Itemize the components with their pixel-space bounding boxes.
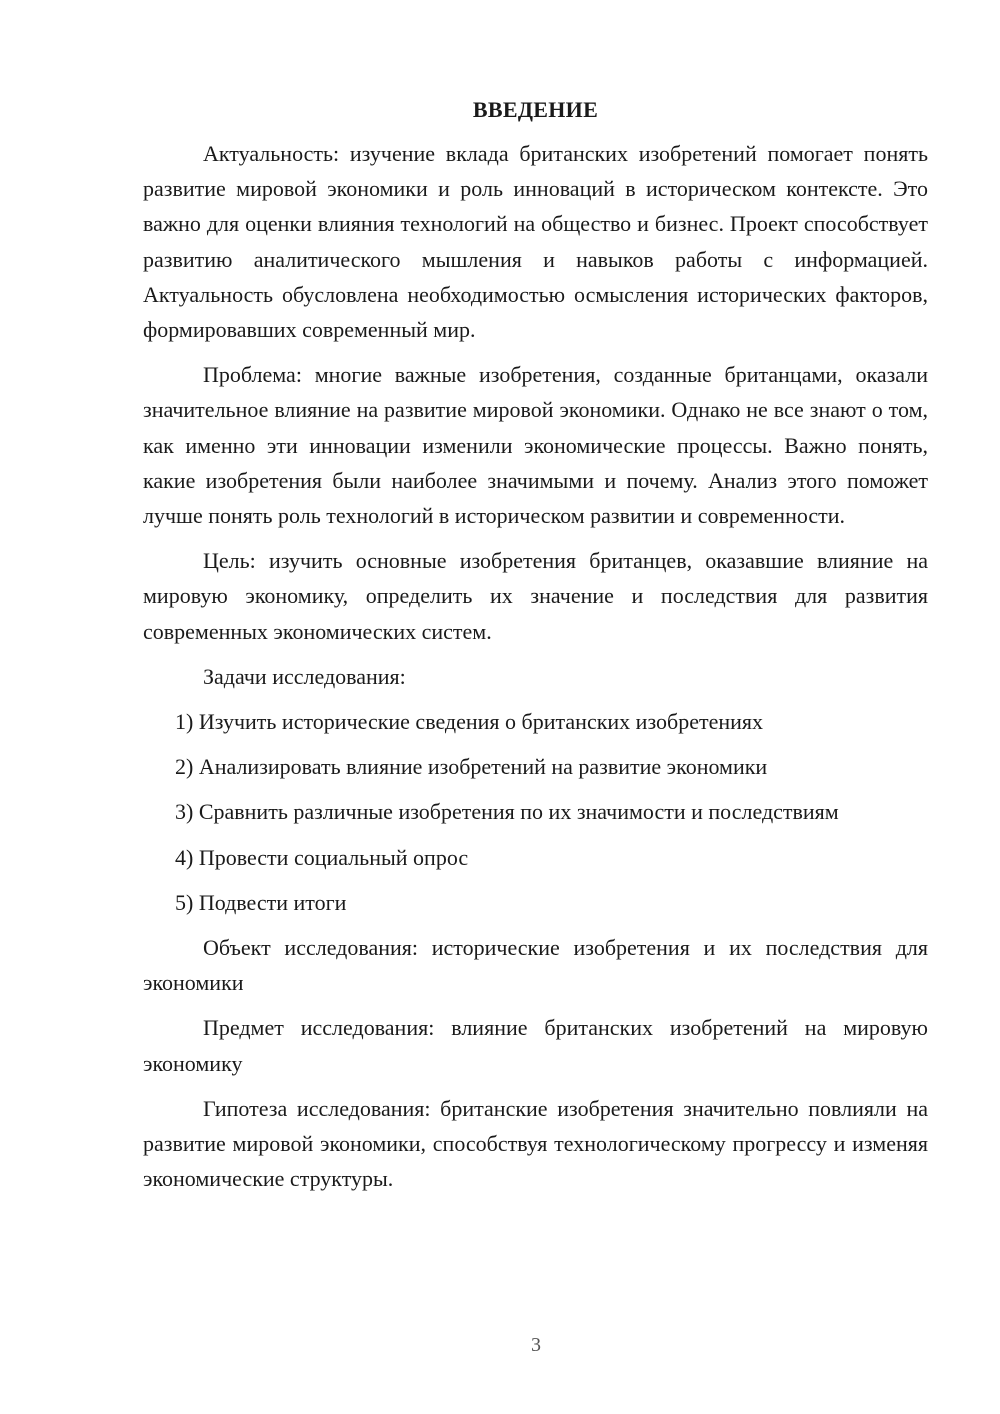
list-item: 2) Анализировать влияние изобретений на развитие экономики bbox=[175, 754, 768, 780]
paragraph-goal: Цель: изучить основные изобретения британцев, оказавшие влияние на мировую экономику, определить их значение и последствия для развития современных экономических систем. bbox=[143, 548, 928, 644]
page-number: 3 bbox=[531, 1334, 541, 1356]
paragraph-object: Объект исследования: исторические изобретения и их последствия для экономики bbox=[143, 935, 928, 996]
list-item: 3) Сравнить различные изобретения по их значимости и последствиям bbox=[175, 799, 839, 825]
list-item: 5) Подвести итоги bbox=[175, 889, 347, 915]
list-item: 1) Изучить исторические сведения о британских изобретениях bbox=[175, 709, 764, 735]
list-item: 4) Провести социальный опрос bbox=[175, 844, 469, 870]
paragraph-hypothesis: Гипотеза исследования: британские изобретения значительно повлияли на развитие мировой экономики, способствуя технологическому прогрессу и изменяя экономические структуры. bbox=[143, 1095, 928, 1192]
document-page bbox=[143, 96, 928, 1206]
tasks-list bbox=[143, 704, 928, 920]
paragraph-problem: Проблема: многие важные изобретения, созданные британцами, оказали значительное влияние на развитие мировой экономики. Однако не все знают о том, как именно эти инновации изменили экономические процессы. Важно понять, какие изобретения были наиболее значимыми и почему. Анализ этого поможет лучше понять роль технологий в историческом развитии и современности. bbox=[143, 362, 928, 529]
tasks-heading: Задачи исследования: bbox=[203, 663, 406, 689]
paragraph-subject: Предмет исследования: влияние британских изобретений на мировую экономику bbox=[143, 1015, 928, 1076]
paragraph-relevance: Актуальность: изучение вклада британских изобретений помогает понять развитие мировой экономики и роль инноваций в историческом контексте. Это важно для оценки влияния технологий на общество и бизнес. Проект способствует развитию аналитического мышления и навыков работы с информацией. Актуальность обусловлена необходимостью осмысления исторических факторов, формировавших современный мир. bbox=[143, 141, 928, 343]
page-title: ВВЕДЕНИЕ bbox=[472, 97, 599, 122]
